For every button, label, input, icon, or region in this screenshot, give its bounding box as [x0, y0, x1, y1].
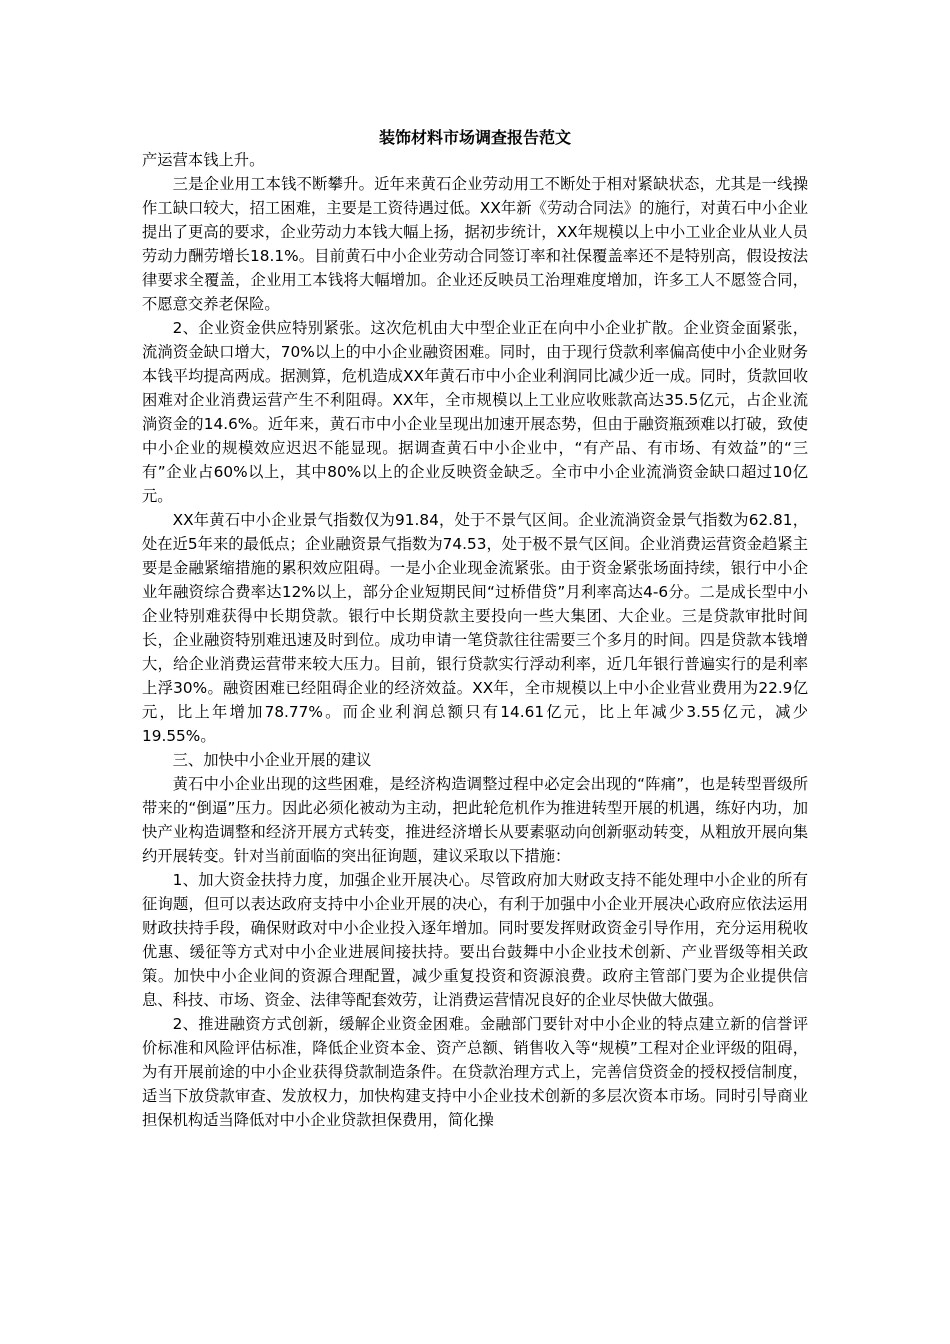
section-heading-suggestions: 三、加快中小企业开展的建议 — [172, 751, 372, 769]
paragraph-continuation: 产运营本钱上升。 — [142, 151, 265, 169]
paragraph-prosperity-index: XX年黄石中小企业景气指数仅为91.84，处于不景气区间。企业流淌资金景气指数为62.81，处在近5年来的最低点；企业融资景气指数为74.53，处于极不景气区间。企业消费运营资金趋紧主要是金融紧缩措施的累积效应阻碍。一是小企业现金流紧张。由于资金紧张场面持续，银行中小企业年融资综合费率达12%以上，部分企业短期民间“过桥借贷”月利率高达4-6分。二是成长型中小企业特别难获得中长期贷款。银行中长期贷款主要投向一些大集团、大企业。三是贷款审批时间长，企业融资特别难迅速及时到位。成功申请一笔贷款往往需要三个多月的时间。四是贷款本钱增大，给企业消费运营带来较大压力。目前，银行贷款实行浮动利率，近几年银行普遍实行的是利率上浮30%。融资困难已经阻碍企业的经济效益。XX年，全市规模以上中小企业营业费用为22.9亿元，比上年增加78.77%。而企业利润总额只有14.61亿元，比上年减少3.55亿元，减少19.55%。 — [142, 511, 808, 745]
document-body — [142, 148, 808, 1132]
paragraph-labor-cost: 三是企业用工本钱不断攀升。近年来黄石企业劳动用工不断处于相对紧缺状态，尤其是一线操作工缺口较大，招工困难，主要是工资待遇过低。XX年新《劳动合同法》的施行，对黄石中小企业提出了更高的要求，企业劳动力本钱大幅上扬，据初步统计，XX年规模以上中小工业企业从业人员劳动力酬劳增长18.1%。目前黄石中小企业劳动合同签订率和社保覆盖率还不是特别高，假设按法律要求全覆盖，企业用工本钱将大幅增加。企业还反映员工治理难度增加，许多工人不愿签合同，不愿意交养老保险。 — [142, 175, 808, 313]
paragraph-funding-support: 1、加大资金扶持力度，加强企业开展决心。尽管政府加大财政支持不能处理中小企业的所有征询题，但可以表达政府支持中小企业开展的决心，有利于加强中小企业开展决心政府应依法运用财政扶持手段，确保财政对中小企业投入逐年增加。同时要发挥财政资金引导作用，充分运用税收优惠、缓征等方式对中小企业进展间接扶持。要出台鼓舞中小企业技术创新、产业晋级等相关政策。加快中小企业间的资源合理配置，减少重复投资和资源浪费。政府主管部门要为企业提供信息、科技、市场、资金、法律等配套效劳，让消费运营情况良好的企业尽快做大做强。 — [142, 871, 808, 1009]
paragraph-capital-shortage: 2、企业资金供应特别紧张。这次危机由大中型企业正在向中小企业扩散。企业资金面紧张，流淌资金缺口增大，70%以上的中小企业融资困难。同时，由于现行贷款利率偏高使中小企业财务本钱平均提高两成。据测算，危机造成XX年黄石市中小企业利润同比减少近一成。同时，货款回收困难对企业消费运营产生不利阻碍。XX年，全市规模以上工业应收账款高达35.5亿元，占企业流淌资金的14.6%。近年来，黄石市中小企业呈现出加速开展态势，但由于融资瓶颈难以打破，致使中小企业的规模效应迟迟不能显现。据调查黄石中小企业中，“有产品、有市场、有效益”的“三有”企业占60%以上，其中80%以上的企业反映资金缺乏。全市中小企业流淌资金缺口超过10亿元。 — [142, 319, 808, 505]
paragraph-difficulties: 黄石中小企业出现的这些困难，是经济构造调整过程中必定会出现的“阵痛”，也是转型晋级所带来的“倒逼”压力。因此必须化被动为主动，把此轮危机作为推进转型开展的机遇，练好内功，加快产业构造调整和经济开展方式转变，推进经济增长从要素驱动向创新驱动转变，从粗放开展向集约开展转变。针对当前面临的突出征询题，建议采取以下措施： — [142, 775, 808, 865]
paragraph-financing-innovation: 2、推进融资方式创新，缓解企业资金困难。金融部门要针对中小企业的特点建立新的信誉评价标准和风险评估标准，降低企业资本金、资产总额、销售收入等“规模”工程对企业评级的阻碍，为有开展前途的中小企业获得贷款制造条件。在贷款治理方式上，完善信贷资金的授权授信制度，适当下放贷款审查、发放权力，加快构建支持中小企业技术创新的多层次资本市场。同时引导商业担保机构适当降低对中小企业贷款担保费用，简化操 — [142, 1015, 808, 1129]
document-title: 装饰材料市场调查报告范文 — [378, 128, 571, 147]
